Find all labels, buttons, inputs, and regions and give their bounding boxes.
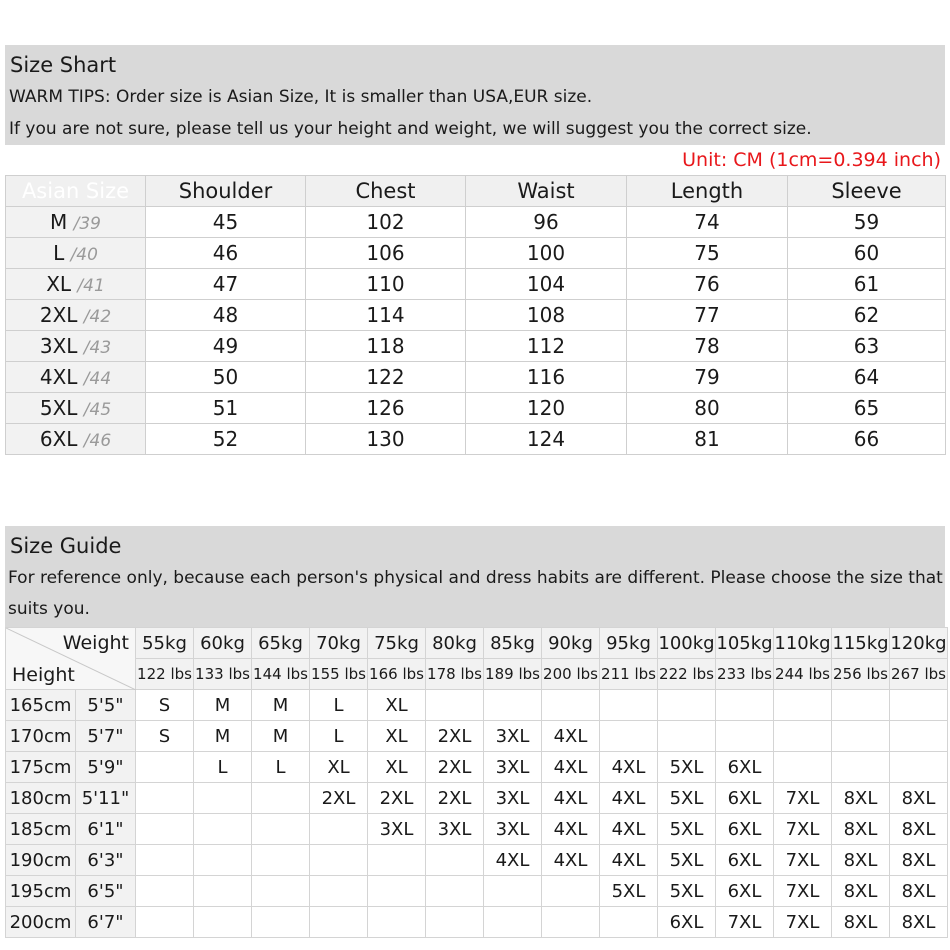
weight-kg-cell: 75kg [368,628,426,659]
measurement-cell: 47 [146,269,306,300]
recommended-size-cell [426,690,484,721]
recommended-size-cell [136,752,194,783]
recommended-size-cell: 3XL [426,814,484,845]
table-row [6,752,948,783]
table-row [6,238,946,269]
size-cell [6,424,146,455]
weight-lbs-cell: 155 lbs [310,659,368,690]
recommended-size-cell [252,876,310,907]
recommended-size-cell: 5XL [658,752,716,783]
weight-lbs-cell: 222 lbs [658,659,716,690]
size-alt-label: /40 [70,245,98,265]
recommended-size-cell: 3XL [484,721,542,752]
recommended-size-cell: M [252,690,310,721]
measurement-cell: 110 [306,269,466,300]
recommended-size-cell: 4XL [542,845,600,876]
measurement-cell: 102 [306,207,466,238]
recommended-size-cell [136,907,194,938]
measurement-cell: 62 [788,300,946,331]
recommended-size-cell: 8XL [832,814,890,845]
recommended-size-cell [774,752,832,783]
measurement-cell: 77 [627,300,788,331]
weight-lbs-cell: 133 lbs [194,659,252,690]
column-header: Length [627,176,788,207]
weight-kg-cell: 60kg [194,628,252,659]
weight-lbs-row [6,659,948,690]
recommended-size-cell: 8XL [832,876,890,907]
size-alt-label: /46 [83,431,112,451]
measurement-cell: 64 [788,362,946,393]
weight-lbs-cell: 267 lbs [890,659,948,690]
recommended-size-cell [194,907,252,938]
size-cell [6,331,146,362]
recommended-size-cell: 3XL [484,752,542,783]
recommended-size-cell [716,721,774,752]
recommended-size-cell: 6XL [716,876,774,907]
measurement-cell: 59 [788,207,946,238]
recommended-size-cell: 7XL [774,907,832,938]
size-cell [6,238,146,269]
recommended-size-cell: 5XL [658,814,716,845]
measurement-cell: 48 [146,300,306,331]
recommended-size-cell: 8XL [832,907,890,938]
recommended-size-cell: 7XL [774,845,832,876]
recommended-size-cell [310,907,368,938]
weight-kg-cell: 115kg [832,628,890,659]
size-alt-label: /43 [83,338,112,358]
measurement-cell: 122 [306,362,466,393]
size-cell [6,207,146,238]
recommended-size-cell [484,690,542,721]
measurement-cell: 104 [466,269,627,300]
column-header: Chest [306,176,466,207]
recommended-size-cell [542,690,600,721]
height-cm-cell: 175cm [6,752,76,783]
recommended-size-cell: 6XL [658,907,716,938]
measurement-cell: 51 [146,393,306,424]
recommended-size-cell [136,845,194,876]
weight-kg-cell: 80kg [426,628,484,659]
measurement-cell: 52 [146,424,306,455]
table-row [6,393,946,424]
recommended-size-cell: 5XL [658,845,716,876]
size-label: 4XL [39,365,78,389]
weight-lbs-cell: 178 lbs [426,659,484,690]
recommended-size-cell: 7XL [716,907,774,938]
recommended-size-cell [252,783,310,814]
weight-lbs-cell: 122 lbs [136,659,194,690]
recommended-size-cell: 8XL [890,814,948,845]
table-row [6,876,948,907]
table-row [6,845,948,876]
measurement-cell: 126 [306,393,466,424]
recommended-size-cell [136,814,194,845]
measurement-cell: 61 [788,269,946,300]
size-guide-note: For reference only, because each person's physical and dress habits are different. Please choose the size that suits you. [8,568,943,619]
measurement-cell: 114 [306,300,466,331]
weight-label: Weight [62,632,129,654]
recommended-size-cell: M [252,721,310,752]
measurement-cell: 75 [627,238,788,269]
size-guide-header [5,526,945,627]
measurement-cell: 130 [306,424,466,455]
recommended-size-cell: XL [368,721,426,752]
measurement-cell: 81 [627,424,788,455]
weight-kg-cell: 105kg [716,628,774,659]
size-cell [6,269,146,300]
measurement-cell: 80 [627,393,788,424]
recommended-size-cell [658,690,716,721]
size-alt-label: /42 [83,307,112,327]
measurement-cell: 74 [627,207,788,238]
size-cell [6,362,146,393]
weight-lbs-cell: 233 lbs [716,659,774,690]
table-row [6,207,946,238]
height-cm-cell: 165cm [6,690,76,721]
table-row [6,721,948,752]
recommended-size-cell [252,814,310,845]
height-label: Height [12,664,75,686]
size-chart-header-row [6,176,946,207]
table-row [6,269,946,300]
size-label: L [53,241,65,265]
height-ft-cell: 6'3" [76,845,136,876]
recommended-size-cell: 8XL [890,845,948,876]
weight-kg-cell: 55kg [136,628,194,659]
measurement-cell: 49 [146,331,306,362]
measurement-cell: 76 [627,269,788,300]
height-ft-cell: 5'5" [76,690,136,721]
recommended-size-cell [310,845,368,876]
recommended-size-cell: 4XL [600,783,658,814]
recommended-size-cell: 3XL [484,814,542,845]
recommended-size-cell: L [194,752,252,783]
weight-lbs-cell: 200 lbs [542,659,600,690]
weight-lbs-cell: 189 lbs [484,659,542,690]
recommended-size-cell: 4XL [600,752,658,783]
recommended-size-cell [542,876,600,907]
measurement-cell: 106 [306,238,466,269]
recommended-size-cell [426,845,484,876]
size-cell [6,393,146,424]
recommended-size-cell: XL [310,752,368,783]
recommended-size-cell [600,721,658,752]
height-cm-cell: 180cm [6,783,76,814]
height-ft-cell: 5'9" [76,752,136,783]
recommended-size-cell [484,907,542,938]
recommended-size-cell [658,721,716,752]
asian-size-header: Asian Size [6,176,146,207]
recommended-size-cell [426,907,484,938]
measurement-cell: 124 [466,424,627,455]
recommended-size-cell: 4XL [542,783,600,814]
measurement-cell: 120 [466,393,627,424]
height-cm-cell: 185cm [6,814,76,845]
size-chart-section [5,45,945,455]
suggestion-text: If you are not sure, please tell us your height and weight, we will suggest you the correct size. [9,119,812,139]
measurement-cell: 63 [788,331,946,362]
recommended-size-cell [484,876,542,907]
recommended-size-cell [890,721,948,752]
recommended-size-cell: 4XL [484,845,542,876]
measurement-cell: 79 [627,362,788,393]
table-row [6,907,948,938]
recommended-size-cell: 8XL [832,783,890,814]
weight-lbs-cell: 244 lbs [774,659,832,690]
recommended-size-cell [832,690,890,721]
recommended-size-cell [310,876,368,907]
measurement-cell: 45 [146,207,306,238]
measurement-cell: 96 [466,207,627,238]
height-cm-cell: 190cm [6,845,76,876]
recommended-size-cell [194,845,252,876]
recommended-size-cell [310,814,368,845]
recommended-size-cell [136,876,194,907]
recommended-size-cell [600,690,658,721]
table-row [6,783,948,814]
weight-lbs-cell: 211 lbs [600,659,658,690]
column-header: Shoulder [146,176,306,207]
recommended-size-cell: 7XL [774,814,832,845]
weight-height-corner [6,628,136,690]
measurement-cell: 50 [146,362,306,393]
weight-kg-cell: 110kg [774,628,832,659]
recommended-size-cell: L [310,690,368,721]
recommended-size-cell: L [310,721,368,752]
recommended-size-cell [252,907,310,938]
recommended-size-cell: L [252,752,310,783]
measurement-cell: 116 [466,362,627,393]
recommended-size-cell [194,814,252,845]
height-cm-cell: 195cm [6,876,76,907]
recommended-size-cell [774,721,832,752]
recommended-size-cell: 4XL [600,814,658,845]
unit-note: Unit: CM (1cm=0.394 inch) [682,149,941,171]
recommended-size-cell [136,783,194,814]
recommended-size-cell: 6XL [716,783,774,814]
size-label: 3XL [39,334,78,358]
recommended-size-cell: 6XL [716,845,774,876]
measurement-cell: 112 [466,331,627,362]
recommended-size-cell [368,907,426,938]
size-guide-table [5,627,948,938]
recommended-size-cell: 2XL [368,783,426,814]
recommended-size-cell: 5XL [658,783,716,814]
recommended-size-cell: 7XL [774,783,832,814]
size-alt-label: /44 [83,369,112,389]
table-row [6,814,948,845]
weight-kg-cell: 95kg [600,628,658,659]
measurement-cell: 65 [788,393,946,424]
height-cm-cell: 200cm [6,907,76,938]
size-label: 6XL [39,427,78,451]
weight-kg-cell: 65kg [252,628,310,659]
recommended-size-cell [600,907,658,938]
recommended-size-cell [252,845,310,876]
column-header: Sleeve [788,176,946,207]
recommended-size-cell: 4XL [600,845,658,876]
height-ft-cell: 6'7" [76,907,136,938]
size-guide-title: Size Guide [10,534,122,558]
table-row [6,690,948,721]
recommended-size-cell: 6XL [716,752,774,783]
recommended-size-cell: 2XL [426,752,484,783]
height-ft-cell: 5'7" [76,721,136,752]
size-alt-label: /39 [73,214,101,234]
table-row [6,300,946,331]
recommended-size-cell: S [136,690,194,721]
table-row [6,362,946,393]
recommended-size-cell: 2XL [310,783,368,814]
size-label: M [50,210,68,234]
recommended-size-cell: 3XL [484,783,542,814]
measurement-cell: 108 [466,300,627,331]
height-cm-cell: 170cm [6,721,76,752]
weight-kg-cell: 100kg [658,628,716,659]
recommended-size-cell: XL [368,690,426,721]
measurement-cell: 118 [306,331,466,362]
recommended-size-cell [832,721,890,752]
recommended-size-cell [368,845,426,876]
size-guide-section [5,526,945,938]
size-chart-title: Size Shart [10,53,117,77]
measurement-cell: 78 [627,331,788,362]
recommended-size-cell: 6XL [716,814,774,845]
weight-lbs-cell: 144 lbs [252,659,310,690]
recommended-size-cell [716,690,774,721]
recommended-size-cell: 8XL [890,876,948,907]
height-ft-cell: 5'11" [76,783,136,814]
recommended-size-cell: M [194,721,252,752]
size-label: 5XL [39,396,78,420]
height-ft-cell: 6'5" [76,876,136,907]
size-label: XL [46,272,72,296]
recommended-size-cell [832,752,890,783]
recommended-size-cell [194,783,252,814]
weight-kg-cell: 120kg [890,628,948,659]
recommended-size-cell [774,690,832,721]
measurement-cell: 66 [788,424,946,455]
height-ft-cell: 6'1" [76,814,136,845]
measurement-cell: 60 [788,238,946,269]
size-alt-label: /41 [77,276,105,296]
recommended-size-cell [426,876,484,907]
recommended-size-cell: S [136,721,194,752]
column-header: Waist [466,176,627,207]
recommended-size-cell: 8XL [890,783,948,814]
recommended-size-cell [194,876,252,907]
weight-lbs-cell: 166 lbs [368,659,426,690]
table-row [6,424,946,455]
weight-kg-cell: 85kg [484,628,542,659]
recommended-size-cell: 3XL [368,814,426,845]
recommended-size-cell [890,752,948,783]
recommended-size-cell: 2XL [426,721,484,752]
size-chart-table [5,175,946,455]
recommended-size-cell: 4XL [542,721,600,752]
size-alt-label: /45 [83,400,112,420]
size-cell [6,300,146,331]
recommended-size-cell: 2XL [426,783,484,814]
weight-kg-cell: 70kg [310,628,368,659]
recommended-size-cell: 7XL [774,876,832,907]
size-label: 2XL [39,303,78,327]
measurement-cell: 46 [146,238,306,269]
recommended-size-cell: 5XL [600,876,658,907]
recommended-size-cell: 5XL [658,876,716,907]
measurement-cell: 100 [466,238,627,269]
recommended-size-cell [368,876,426,907]
recommended-size-cell: 4XL [542,752,600,783]
warm-tips-text: WARM TIPS: Order size is Asian Size, It is smaller than USA,EUR size. [9,87,593,107]
recommended-size-cell: 8XL [890,907,948,938]
weight-lbs-cell: 256 lbs [832,659,890,690]
table-row [6,331,946,362]
recommended-size-cell: XL [368,752,426,783]
weight-kg-row [6,628,948,659]
recommended-size-cell: 8XL [832,845,890,876]
size-chart-header [5,45,945,145]
recommended-size-cell [542,907,600,938]
recommended-size-cell: 4XL [542,814,600,845]
recommended-size-cell [890,690,948,721]
recommended-size-cell: M [194,690,252,721]
weight-kg-cell: 90kg [542,628,600,659]
